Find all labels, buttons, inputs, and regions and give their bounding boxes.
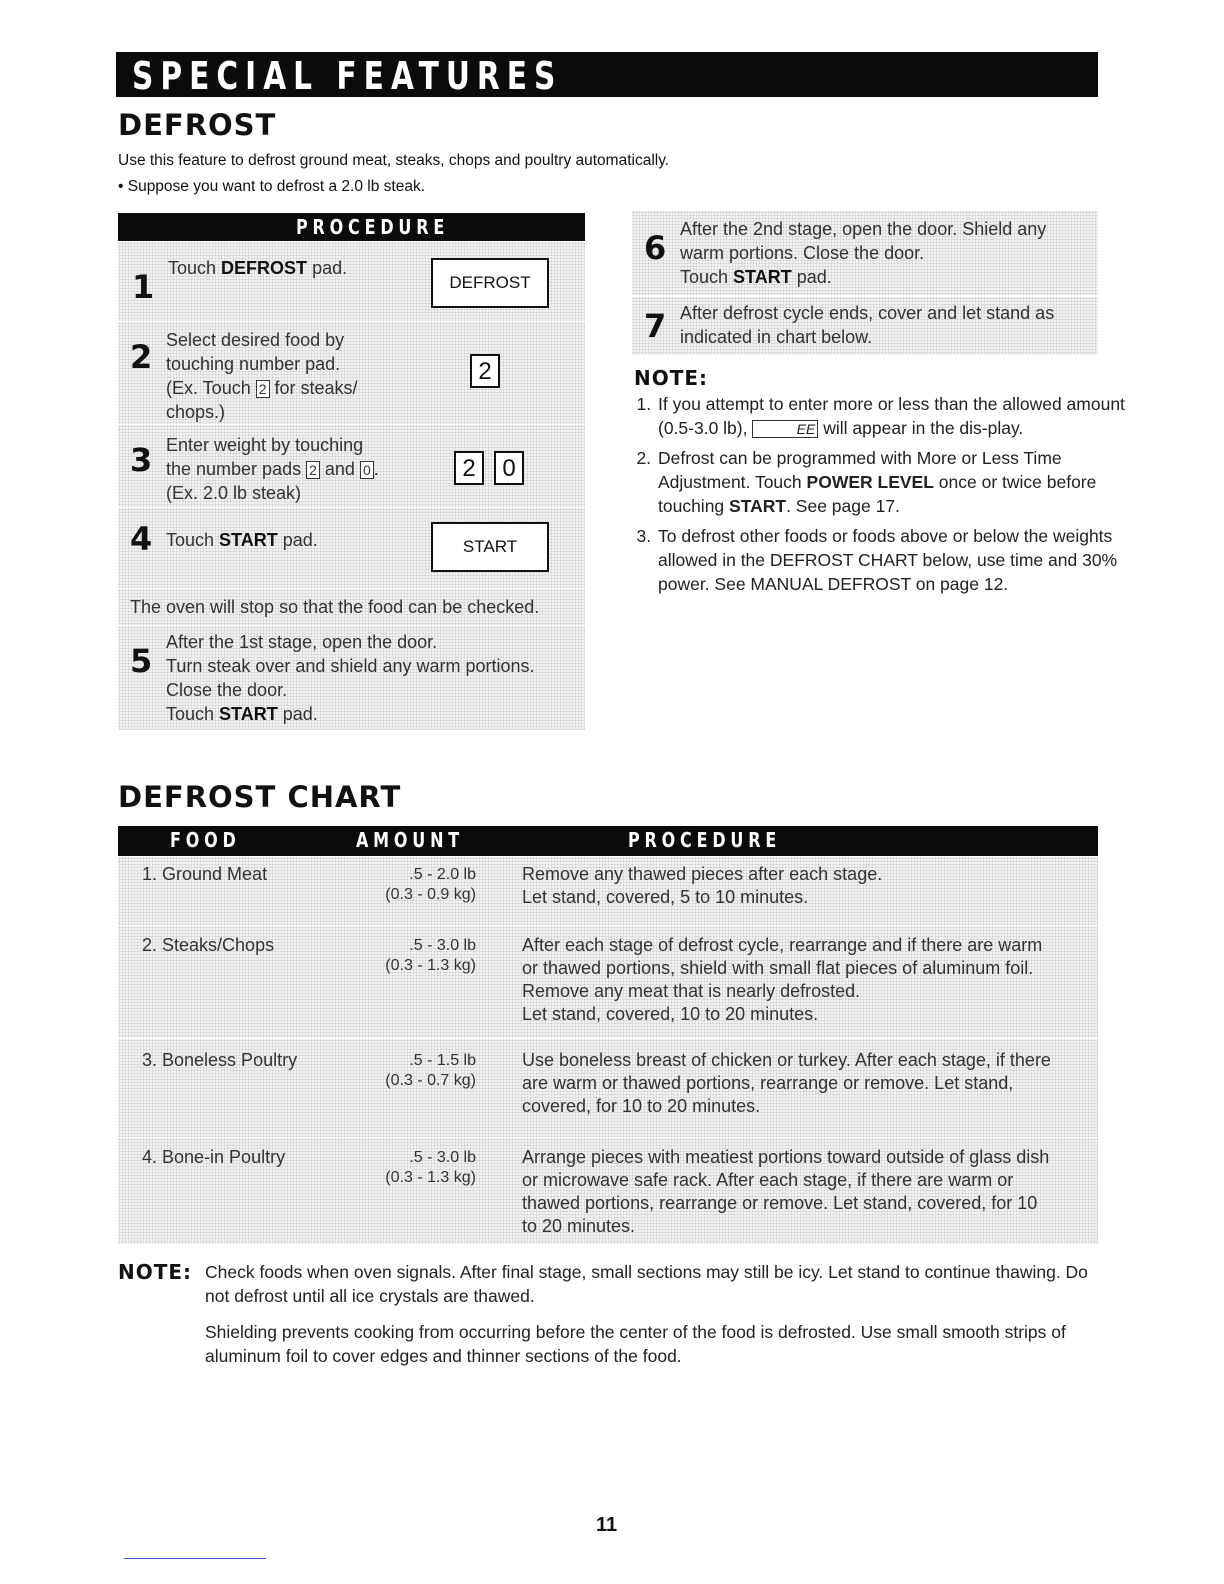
inline-key: 2 — [256, 380, 270, 398]
procedure-cell: Use boneless breast of chicken or turkey. After each stage, if there are warm or thawed portions, rearrange or remove. Let stand, covered, for 10 to 20 minutes. — [522, 1050, 1051, 1116]
footnote-text-2: Shielding prevents cooking from occurring before the center of the food is defrosted. Use small smooth strips of aluminum foil to cover edges and thinner sections of the food. — [205, 1322, 1066, 1366]
note-item-3: 3. To defrost other foods or foods above or below the weights allowed in the DEFROST CHART below, use time and 30% power. See MANUAL DEFROST on page 12. — [656, 524, 1140, 596]
procedure-step-1 — [118, 241, 585, 321]
step-number: 2 — [130, 338, 153, 376]
col-food: FOOD — [170, 828, 241, 852]
table-row — [118, 857, 1098, 926]
food-cell: 4. Bone-in Poultry — [142, 1147, 286, 1167]
amount-cell: .5 - 3.0 lb (0.3 - 1.3 kg) — [385, 937, 476, 974]
ee-display: EE — [752, 420, 818, 438]
number-key-2[interactable]: 2 — [470, 354, 500, 388]
step-text: Touch START pad. — [166, 530, 318, 550]
note-item-2: 2. Defrost can be programmed with More or Less Time Adjustment. Touch POWER LEVEL once or twice before touching START. See page 17. — [656, 446, 1140, 518]
oven-stop-note: The oven will stop so that the food can be checked. — [118, 588, 585, 625]
footnote-label: NOTE: — [118, 1260, 193, 1284]
col-amount: AMOUNT — [356, 828, 465, 852]
defrost-pad[interactable]: DEFROST — [431, 258, 549, 308]
step-text: Select desired food by touching number pad. (Ex. Touch 2 for steaks/ chops.) — [166, 330, 358, 422]
step-text: After defrost cycle ends, cover and let stand as indicated in chart below. — [680, 303, 1055, 347]
procedure-step-7 — [632, 297, 1098, 355]
step-number: 4 — [130, 520, 153, 558]
procedure-cell: Arrange pieces with meatiest portions toward outside of glass dish or microwave safe rack. After each stage, if there are warm or thawed portions, rearrange or remove. Let stand, covered, for 10 to 20 minutes. — [522, 1147, 1050, 1236]
procedure-header-label: PROCEDURE — [296, 215, 450, 239]
procedure-step-2 — [118, 321, 585, 424]
link-underline — [124, 1558, 266, 1559]
step-number: 5 — [130, 642, 153, 680]
amount-cell: .5 - 3.0 lb (0.3 - 1.3 kg) — [385, 1149, 476, 1186]
chart-header — [118, 826, 1098, 856]
banner-title: SPECIAL FEATURES — [132, 54, 563, 98]
start-pad[interactable]: START — [431, 522, 549, 572]
col-procedure: PROCEDURE — [628, 828, 782, 852]
note-title: NOTE: — [634, 366, 709, 390]
step-text: After the 2nd stage, open the door. Shield any warm portions. Close the door. Touch START pad. — [680, 219, 1047, 287]
food-cell: 3. Boneless Poultry — [142, 1050, 298, 1070]
table-row — [118, 1138, 1098, 1245]
procedure-cell: Remove any thawed pieces after each stage. Let stand, covered, 5 to 10 minutes. — [522, 864, 883, 907]
amount-cell: .5 - 2.0 lb (0.3 - 0.9 kg) — [385, 866, 476, 903]
procedure-step-5 — [118, 625, 585, 730]
step-number: 7 — [644, 307, 667, 345]
defrost-intro: Use this feature to defrost ground meat, steaks, chops and poultry automatically. — [118, 152, 670, 169]
step-number: 1 — [132, 268, 155, 306]
note-list — [616, 392, 1140, 602]
step-text: After the 1st stage, open the door. Turn steak over and shield any warm portions. Close the door. Touch START pad. — [166, 632, 535, 724]
step-text: Enter weight by touching the number pads 2 and 0 . (Ex. 2.0 lb steak) — [166, 435, 379, 503]
procedure-step-4 — [118, 507, 585, 588]
food-cell: 1. Ground Meat — [142, 864, 268, 884]
amount-cell: .5 - 1.5 lb (0.3 - 0.7 kg) — [385, 1052, 476, 1089]
section-banner — [116, 52, 1098, 97]
step-number: 6 — [644, 229, 667, 267]
page-number: 11 — [596, 1514, 618, 1536]
procedure-header — [118, 213, 585, 241]
defrost-chart-title: DEFROST CHART — [118, 780, 402, 814]
defrost-title: DEFROST — [118, 108, 277, 142]
procedure-step-3 — [118, 424, 585, 507]
table-row — [118, 1039, 1098, 1138]
table-row — [118, 926, 1098, 1039]
food-cell: 2. Steaks/Chops — [142, 935, 275, 955]
step-number: 3 — [130, 441, 153, 479]
footnote-text-1: Check foods when oven signals. After final stage, small sections may still be icy. Let stand to continue thawing. Do not defrost until all ice crystals are thawed. — [205, 1262, 1088, 1306]
procedure-cell: After each stage of defrost cycle, rearrange and if there are warm or thawed portions, shield with small flat pieces of aluminum foil. Remove any meat that is nearly defrosted. Let stand, covered, 10 to 20 minutes. — [522, 935, 1043, 1024]
number-key-2[interactable]: 2 — [454, 451, 484, 485]
number-key-0[interactable]: 0 — [494, 451, 524, 485]
note-item-1: 1. If you attempt to enter more or less than the allowed amount (0.5-3.0 lb), EE will appear in the dis-play. — [656, 392, 1140, 440]
defrost-example: • Suppose you want to defrost a 2.0 lb steak. — [118, 178, 426, 195]
step-text: Touch DEFROST pad. — [168, 258, 348, 278]
procedure-step-6 — [632, 211, 1098, 295]
